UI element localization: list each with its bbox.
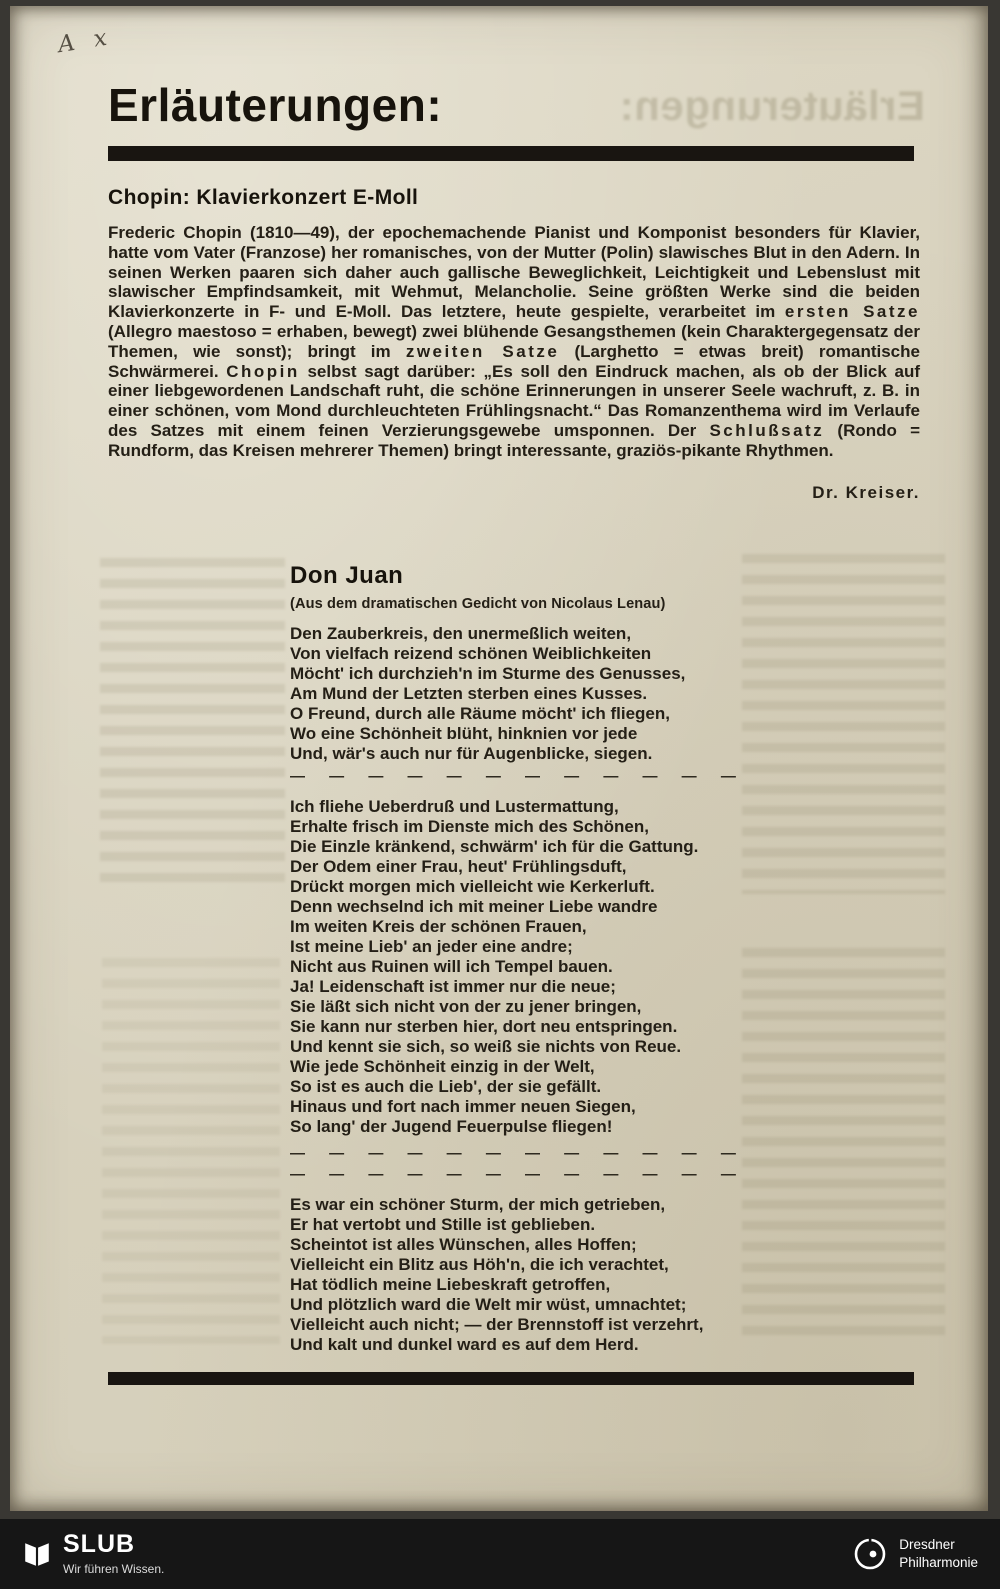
- stanza-separator: — — — — — — — — — — — —: [290, 1145, 737, 1162]
- stanza-3: [290, 1195, 780, 1355]
- poem-line: Denn wechselnd ich mit meiner Liebe wandre: [290, 897, 658, 916]
- bleed-through-title: Erläuterungen:: [619, 82, 925, 129]
- poem-line: O Freund, durch alle Räume möcht' ich fliegen,: [290, 704, 670, 723]
- scanned-page: [10, 6, 988, 1511]
- poem-line: Er hat vertobt und Stille ist geblieben.: [290, 1215, 596, 1234]
- poem-line: Sie kann nur sterben hier, dort neu entspringen.: [290, 1017, 678, 1036]
- handwritten-mark: A x: [56, 23, 115, 59]
- paragraph-segment: (Allegro maestoso = erhaben, bewegt) zwei blühende Gesangsthemen (kein Charaktergegensatz der Themen, wie sonst); bringt im: [108, 321, 920, 361]
- poem-line: Es war ein schöner Sturm, der mich getrieben,: [290, 1195, 666, 1214]
- poem-line: Ja! Leidenschaft ist immer nur die neue;: [290, 977, 616, 996]
- stanza-separator: — — — — — — — — — — — —: [290, 768, 737, 785]
- stanza-2: [290, 797, 780, 1137]
- poem-line: Ist meine Lieb' an jeder eine andre;: [290, 937, 573, 956]
- poem-line: Und kennt sie sich, so weiß sie nichts von Reue.: [290, 1037, 682, 1056]
- slub-brand[interactable]: [22, 1532, 164, 1576]
- don-juan-section: [290, 562, 780, 1355]
- paragraph-segment-spaced: Schlußsatz: [709, 420, 825, 440]
- poem-line: Nicht aus Ruinen will ich Tempel bauen.: [290, 957, 613, 976]
- paragraph-segment-spaced: ersten Satze: [784, 302, 920, 322]
- poem-line: Den Zauberkreis, den unermeßlich weiten,: [290, 624, 632, 643]
- poem-line: So ist es auch die Lieb', der sie gefällt.: [290, 1077, 602, 1096]
- chopin-paragraph: [108, 223, 920, 461]
- poem-line: Möcht' ich durchzieh'n im Sturme des Genusses,: [290, 664, 686, 683]
- stanza-separator: — — — — — — — — — — — —: [290, 1166, 737, 1183]
- poem-line: Hinaus und fort nach immer neuen Siegen,: [290, 1097, 636, 1116]
- poem-line: Die Einzle kränkend, schwärm' ich für die Gattung.: [290, 837, 699, 856]
- paragraph-segment: selbst sagt darüber: „Es soll den Eindruck machen, als ob der Blick auf einer liebgewordenen Landschaft ruht, die schöne Erinnerungen in unserer Seele wachruft, z. B. in einer schönen, vom Mond durchleuchteten Frühlingsnacht.“ Das Romanzenthema wird im Verlaufe des Satzes mit einem feinen Verzierungsgewebe umsponnen. Der: [108, 361, 920, 440]
- paragraph-segment-spaced: Chopin: [226, 361, 300, 381]
- poem-line: So lang' der Jugend Feuerpulse fliegen!: [290, 1117, 613, 1136]
- poem-title: Don Juan: [290, 562, 404, 589]
- poem-line: Von vielfach reizend schönen Weiblichkeiten: [290, 644, 652, 663]
- poem-line: Am Mund der Letzten sterben eines Kusses.: [290, 684, 648, 703]
- bleed-through-smudge: [102, 958, 280, 1344]
- poem-line: Der Odem einer Frau, heut' Frühlingsduft,: [290, 857, 627, 876]
- poem-line: Sie läßt sich nicht von der zu jener bringen,: [290, 997, 642, 1016]
- poem-line: Erhalte frisch im Dienste mich des Schönen,: [290, 817, 649, 836]
- bleed-through-smudge: [100, 558, 285, 888]
- stanza-1: [290, 624, 780, 764]
- poem-line: Drückt morgen mich vielleicht wie Kerkerluft.: [290, 877, 655, 896]
- philharmonie-name-line1: Dresdner: [899, 1537, 955, 1553]
- slub-book-icon: [22, 1539, 52, 1569]
- poem-line: Scheintot ist alles Wünschen, alles Hoffen;: [290, 1235, 637, 1254]
- poem-line: Ich fliehe Ueberdruß und Lustermattung,: [290, 797, 619, 816]
- paragraph-segment-spaced: zweiten Satze: [405, 341, 560, 361]
- poem-line: Und kalt und dunkel ward es auf dem Herd.: [290, 1335, 639, 1354]
- paragraph-segment: (Larghetto = etwas breit) romantische Schwärmerei.: [108, 341, 920, 381]
- poem-line: Und, wär's auch nur für Augenblicke, siegen.: [290, 744, 653, 763]
- poem-subtitle: (Aus dem dramatischen Gedicht von Nicolaus Lenau): [290, 596, 666, 612]
- paragraph-segment: (Rondo = Rundform, das Kreisen mehrerer Themen) bringt interessante, graziös-pikante Rhythmen.: [108, 420, 920, 460]
- poem-line: Und plötzlich ward die Welt mir wüst, umnachtet;: [290, 1295, 687, 1314]
- poem-line: Hat tödlich meine Liebeskraft getroffen,: [290, 1275, 611, 1294]
- poem-line: Vielleicht auch nicht; — der Brennstoff ist verzehrt,: [290, 1315, 704, 1334]
- poem-line: Wie jede Schönheit einzig in der Welt,: [290, 1057, 595, 1076]
- author-signature: Dr. Kreiser.: [812, 483, 920, 502]
- viewer-footer: [0, 1519, 1000, 1589]
- slub-tagline: Wir führen Wissen.: [63, 1562, 165, 1576]
- philharmonie-brand[interactable]: [852, 1536, 978, 1572]
- divider-rule-top: [108, 146, 914, 161]
- chopin-heading: Chopin: Klavierkonzert E-Moll: [108, 186, 419, 209]
- poem-line: Vielleicht ein Blitz aus Höh'n, die ich verachtet,: [290, 1255, 669, 1274]
- page-title: Erläuterungen:: [108, 79, 443, 131]
- philharmonie-name-line2: Philharmonie: [899, 1555, 978, 1570]
- poem-line: Wo eine Schönheit blüht, hinknien vor jede: [290, 724, 638, 743]
- philharmonie-logo-icon: [852, 1536, 888, 1572]
- divider-rule-bottom: [108, 1372, 914, 1385]
- slub-name: SLUB: [63, 1530, 136, 1558]
- poem-line: Im weiten Kreis der schönen Frauen,: [290, 917, 587, 936]
- paragraph-segment: Frederic Chopin (1810—49), der epochemachende Pianist und Komponist besonders für Klavier, hatte vom Vater (Franzose) her romanisches, von der Mutter (Polin) slawisches Blut in den Adern. In seinen Werken paaren sich daher auch gallische Beweglichkeit, Leichtigkeit und Lebenslust mit slawischer Empfindsamkeit, mit Wehmut, Melancholie. Seine größten Werke sind die beiden Klavierkonzerte in F- und E-Moll. Das letztere, heute gespielte, verarbeitet im: [108, 223, 920, 322]
